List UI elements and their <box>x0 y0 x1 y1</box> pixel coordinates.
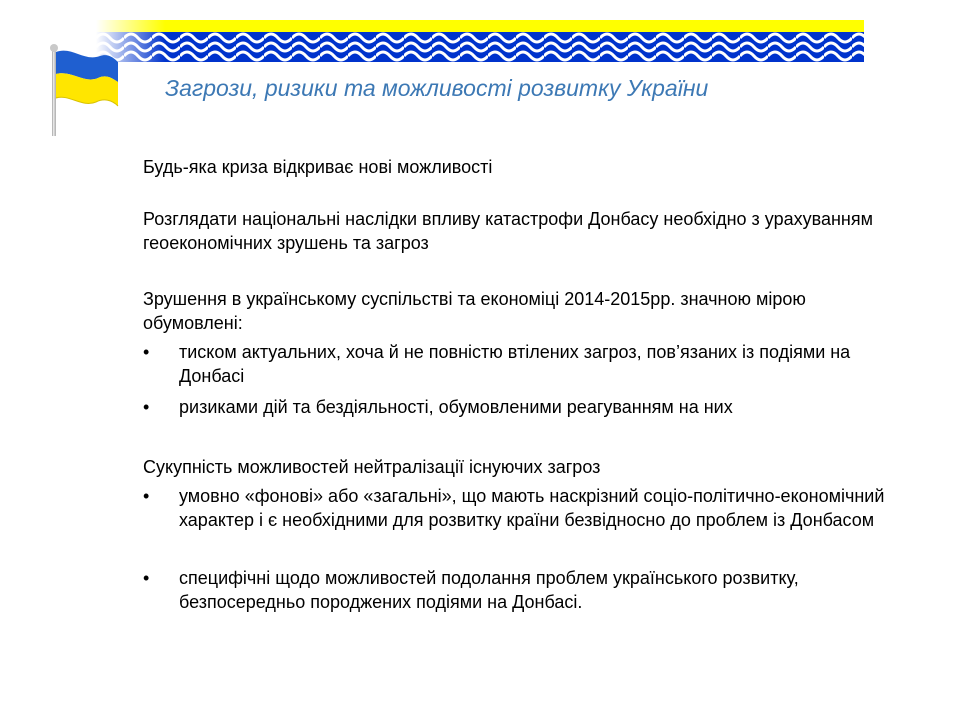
list-item <box>143 395 899 419</box>
list-item <box>143 340 899 388</box>
paragraph-shifts: Зрушення в українському суспільстві та економіці 2014-2015рр. значною мірою обумовлені: <box>143 289 806 333</box>
waves-banner-graphic <box>96 20 864 62</box>
list-item-text: ризиками дій та бездіяльності, обумовленими реагуванням на них <box>179 397 733 417</box>
paragraph-crisis: Будь-яка криза відкриває нові можливості <box>143 157 493 177</box>
bullet-icon: • <box>143 486 150 506</box>
list-item-text: тиском актуальних, хоча й не повністю втілених загроз, пов’язаних із подіями на Донбасі <box>179 342 851 386</box>
paragraph-consequences: Розглядати національні наслідки впливу катастрофи Донбасу необхідно з урахуванням геоекономічних зрушень та загроз <box>143 209 873 253</box>
bullet-icon: • <box>143 568 150 588</box>
list-item-text: умовно «фонові» або «загальні», що мають наскрізний соціо-політично-економічний характер і є необхідними для розвитку країни безвідносно до проблем із Донбасом <box>179 486 885 530</box>
paragraph-opportunities: Сукупність можливостей нейтралізації існуючих загроз <box>143 457 601 477</box>
list-item <box>143 484 939 532</box>
ukrainian-flag-icon <box>44 42 124 138</box>
bullet-icon: • <box>143 342 150 362</box>
slide-title: Загрози, ризики та можливості розвитку України <box>165 75 709 101</box>
waves-banner <box>96 20 864 62</box>
list-item <box>143 566 899 614</box>
bullet-icon: • <box>143 397 150 417</box>
list-item-text: специфічні щодо можливостей подолання проблем українського розвитку, безпосередньо породжених подіями на Донбасі. <box>179 568 799 612</box>
